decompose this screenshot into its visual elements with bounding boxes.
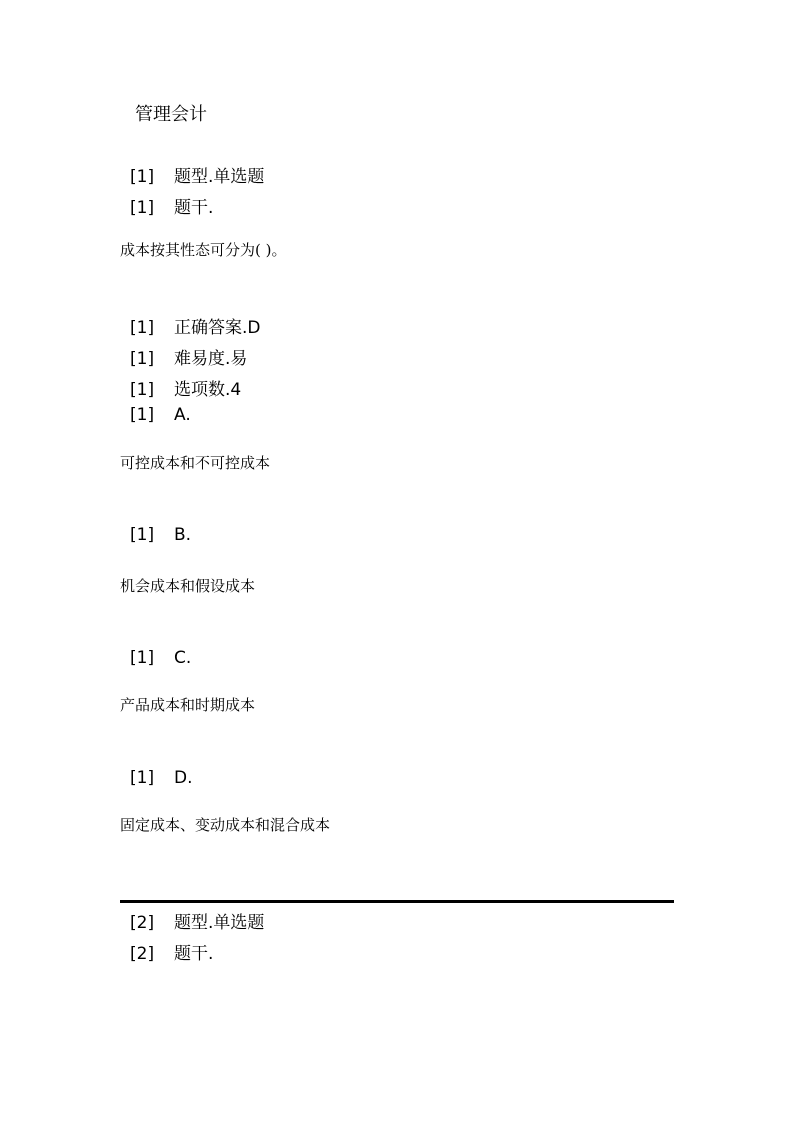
q2-stem-label: 题干. [174,944,214,964]
option-c-label: C. [174,648,192,668]
q1-stem-number: [1] [130,198,155,218]
option-b-text: 机会成本和假设成本 [120,577,256,595]
q2-type-line [130,908,264,933]
q1-stem-body: 成本按其性态可分为( )。 [120,241,287,259]
q1-difficulty-text: 难易度.易 [174,349,248,369]
option-d-label: D. [174,768,193,788]
option-b-number: [1] [130,525,155,545]
q1-stem-line [130,193,213,218]
option-b-label: B. [174,525,192,545]
option-c-text: 产品成本和时期成本 [120,696,256,714]
option-c-line [130,648,191,668]
option-a-label: A. [174,405,191,425]
q2-type-number: [2] [130,913,155,933]
q1-answer-text: 正确答案.D [174,318,261,338]
document-title: 管理会计 [135,104,207,125]
q1-answer-number: [1] [130,318,155,338]
q2-stem-number: [2] [130,944,155,964]
option-a-text: 可控成本和不可控成本 [120,454,271,472]
option-b-line [130,525,191,545]
q1-difficulty-number: [1] [130,349,155,369]
section-divider [120,900,674,903]
q2-stem-line [130,939,213,964]
q1-options-count-text: 选项数.4 [174,380,242,400]
q1-options-count-number: [1] [130,380,155,400]
q1-answer-line [130,313,261,338]
q2-type-text: 题型.单选题 [174,913,265,933]
q1-difficulty-line [130,344,247,369]
q1-options-count-line [130,375,241,400]
q1-stem-label: 题干. [174,198,214,218]
q1-type-text: 题型.单选题 [174,167,265,187]
q1-type-line [130,162,264,187]
option-a-line [130,405,191,425]
q1-type-number: [1] [130,167,155,187]
option-d-number: [1] [130,768,155,788]
option-c-number: [1] [130,648,155,668]
option-d-line [130,768,193,788]
option-a-number: [1] [130,405,155,425]
option-d-text: 固定成本、变动成本和混合成本 [120,816,331,834]
